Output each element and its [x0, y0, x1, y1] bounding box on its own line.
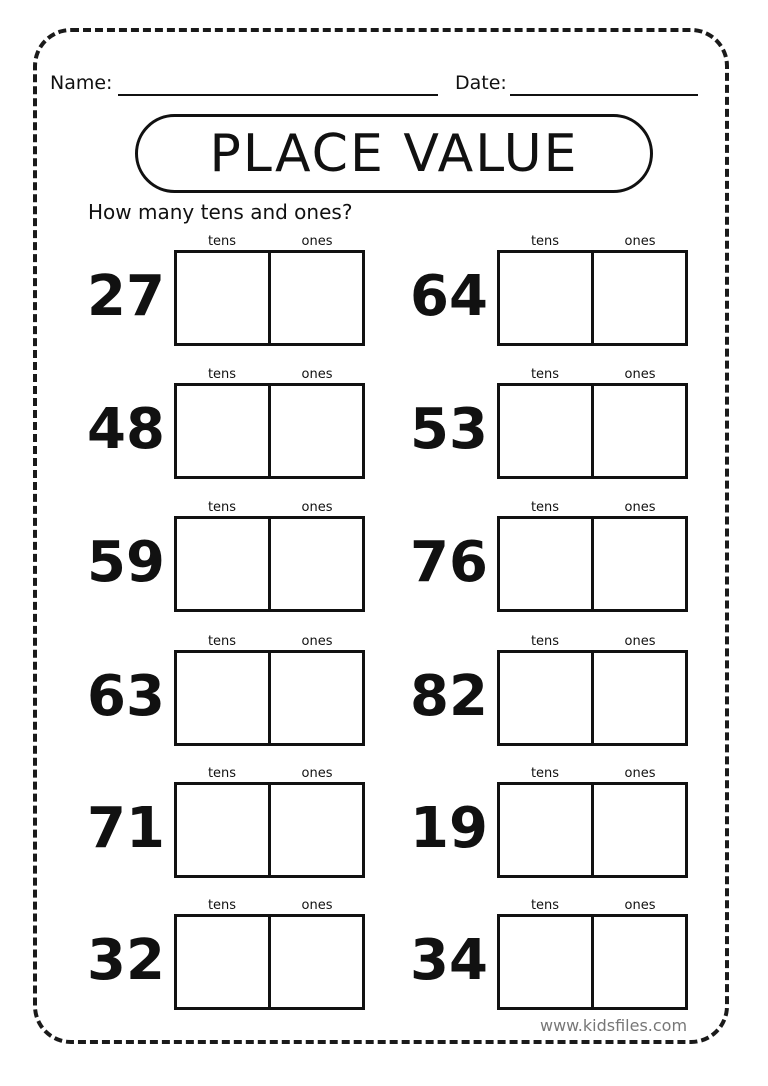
ones-answer-box[interactable]: [591, 253, 685, 343]
problem-number: 76: [410, 530, 488, 595]
instruction-text: How many tens and ones?: [88, 200, 353, 224]
problem-number: 19: [410, 796, 488, 861]
ones-label: ones: [624, 766, 656, 781]
tens-label: tens: [207, 898, 237, 913]
title-banner: [135, 114, 653, 193]
date-label: Date:: [455, 72, 507, 94]
ones-answer-box[interactable]: [268, 253, 362, 343]
ones-answer-box[interactable]: [591, 653, 685, 743]
answer-boxes: [497, 914, 688, 1010]
tens-label: tens: [530, 367, 560, 382]
problem-number: 27: [87, 264, 165, 329]
page-title: PLACE VALUE: [209, 123, 579, 184]
problem-item: [401, 768, 701, 878]
answer-boxes: [174, 516, 365, 612]
answer-boxes: [174, 383, 365, 479]
problem-number: 63: [87, 664, 165, 729]
ones-label: ones: [624, 367, 656, 382]
tens-answer-box[interactable]: [177, 253, 268, 343]
answer-boxes: [497, 250, 688, 346]
tens-label: tens: [207, 367, 237, 382]
tens-label: tens: [530, 234, 560, 249]
tens-answer-box[interactable]: [177, 386, 268, 476]
problem-item: [78, 502, 378, 612]
tens-answer-box[interactable]: [500, 253, 591, 343]
tens-answer-box[interactable]: [500, 785, 591, 875]
ones-answer-box[interactable]: [268, 386, 362, 476]
ones-answer-box[interactable]: [268, 917, 362, 1007]
problem-item: [401, 900, 701, 1010]
name-line: [118, 94, 438, 96]
ones-answer-box[interactable]: [268, 653, 362, 743]
answer-boxes: [497, 516, 688, 612]
ones-label: ones: [624, 234, 656, 249]
problem-item: [78, 236, 378, 346]
answer-boxes: [497, 383, 688, 479]
tens-answer-box[interactable]: [177, 917, 268, 1007]
ones-answer-box[interactable]: [591, 785, 685, 875]
tens-label: tens: [207, 234, 237, 249]
tens-answer-box[interactable]: [177, 519, 268, 609]
tens-answer-box[interactable]: [500, 519, 591, 609]
problem-item: [401, 369, 701, 479]
ones-label: ones: [301, 898, 333, 913]
tens-answer-box[interactable]: [500, 386, 591, 476]
problem-item: [401, 236, 701, 346]
problem-item: [401, 502, 701, 612]
ones-label: ones: [301, 766, 333, 781]
answer-boxes: [174, 914, 365, 1010]
tens-answer-box[interactable]: [500, 917, 591, 1007]
ones-label: ones: [624, 500, 656, 515]
problem-number: 48: [87, 397, 165, 462]
tens-label: tens: [207, 500, 237, 515]
tens-answer-box[interactable]: [177, 653, 268, 743]
problem-item: [401, 636, 701, 746]
problem-item: [78, 900, 378, 1010]
ones-label: ones: [301, 634, 333, 649]
ones-label: ones: [301, 234, 333, 249]
answer-boxes: [174, 650, 365, 746]
footer-url: www.kidsfiles.com: [540, 1016, 688, 1035]
ones-answer-box[interactable]: [268, 785, 362, 875]
answer-boxes: [174, 250, 365, 346]
problem-number: 32: [87, 928, 165, 993]
tens-label: tens: [530, 898, 560, 913]
tens-label: tens: [530, 500, 560, 515]
tens-label: tens: [530, 766, 560, 781]
problem-number: 82: [410, 664, 488, 729]
ones-answer-box[interactable]: [268, 519, 362, 609]
answer-boxes: [497, 782, 688, 878]
problem-item: [78, 768, 378, 878]
tens-label: tens: [207, 634, 237, 649]
date-line: [510, 94, 698, 96]
problem-number: 34: [410, 928, 488, 993]
tens-label: tens: [207, 766, 237, 781]
ones-label: ones: [624, 634, 656, 649]
ones-answer-box[interactable]: [591, 386, 685, 476]
problem-item: [78, 369, 378, 479]
tens-answer-box[interactable]: [500, 653, 591, 743]
ones-answer-box[interactable]: [591, 917, 685, 1007]
name-label: Name:: [50, 72, 113, 94]
problem-number: 64: [410, 264, 488, 329]
ones-label: ones: [624, 898, 656, 913]
tens-label: tens: [530, 634, 560, 649]
ones-answer-box[interactable]: [591, 519, 685, 609]
answer-boxes: [174, 782, 365, 878]
ones-label: ones: [301, 500, 333, 515]
tens-answer-box[interactable]: [177, 785, 268, 875]
problem-item: [78, 636, 378, 746]
problem-number: 59: [87, 530, 165, 595]
problem-number: 53: [410, 397, 488, 462]
answer-boxes: [497, 650, 688, 746]
problem-number: 71: [87, 796, 165, 861]
ones-label: ones: [301, 367, 333, 382]
